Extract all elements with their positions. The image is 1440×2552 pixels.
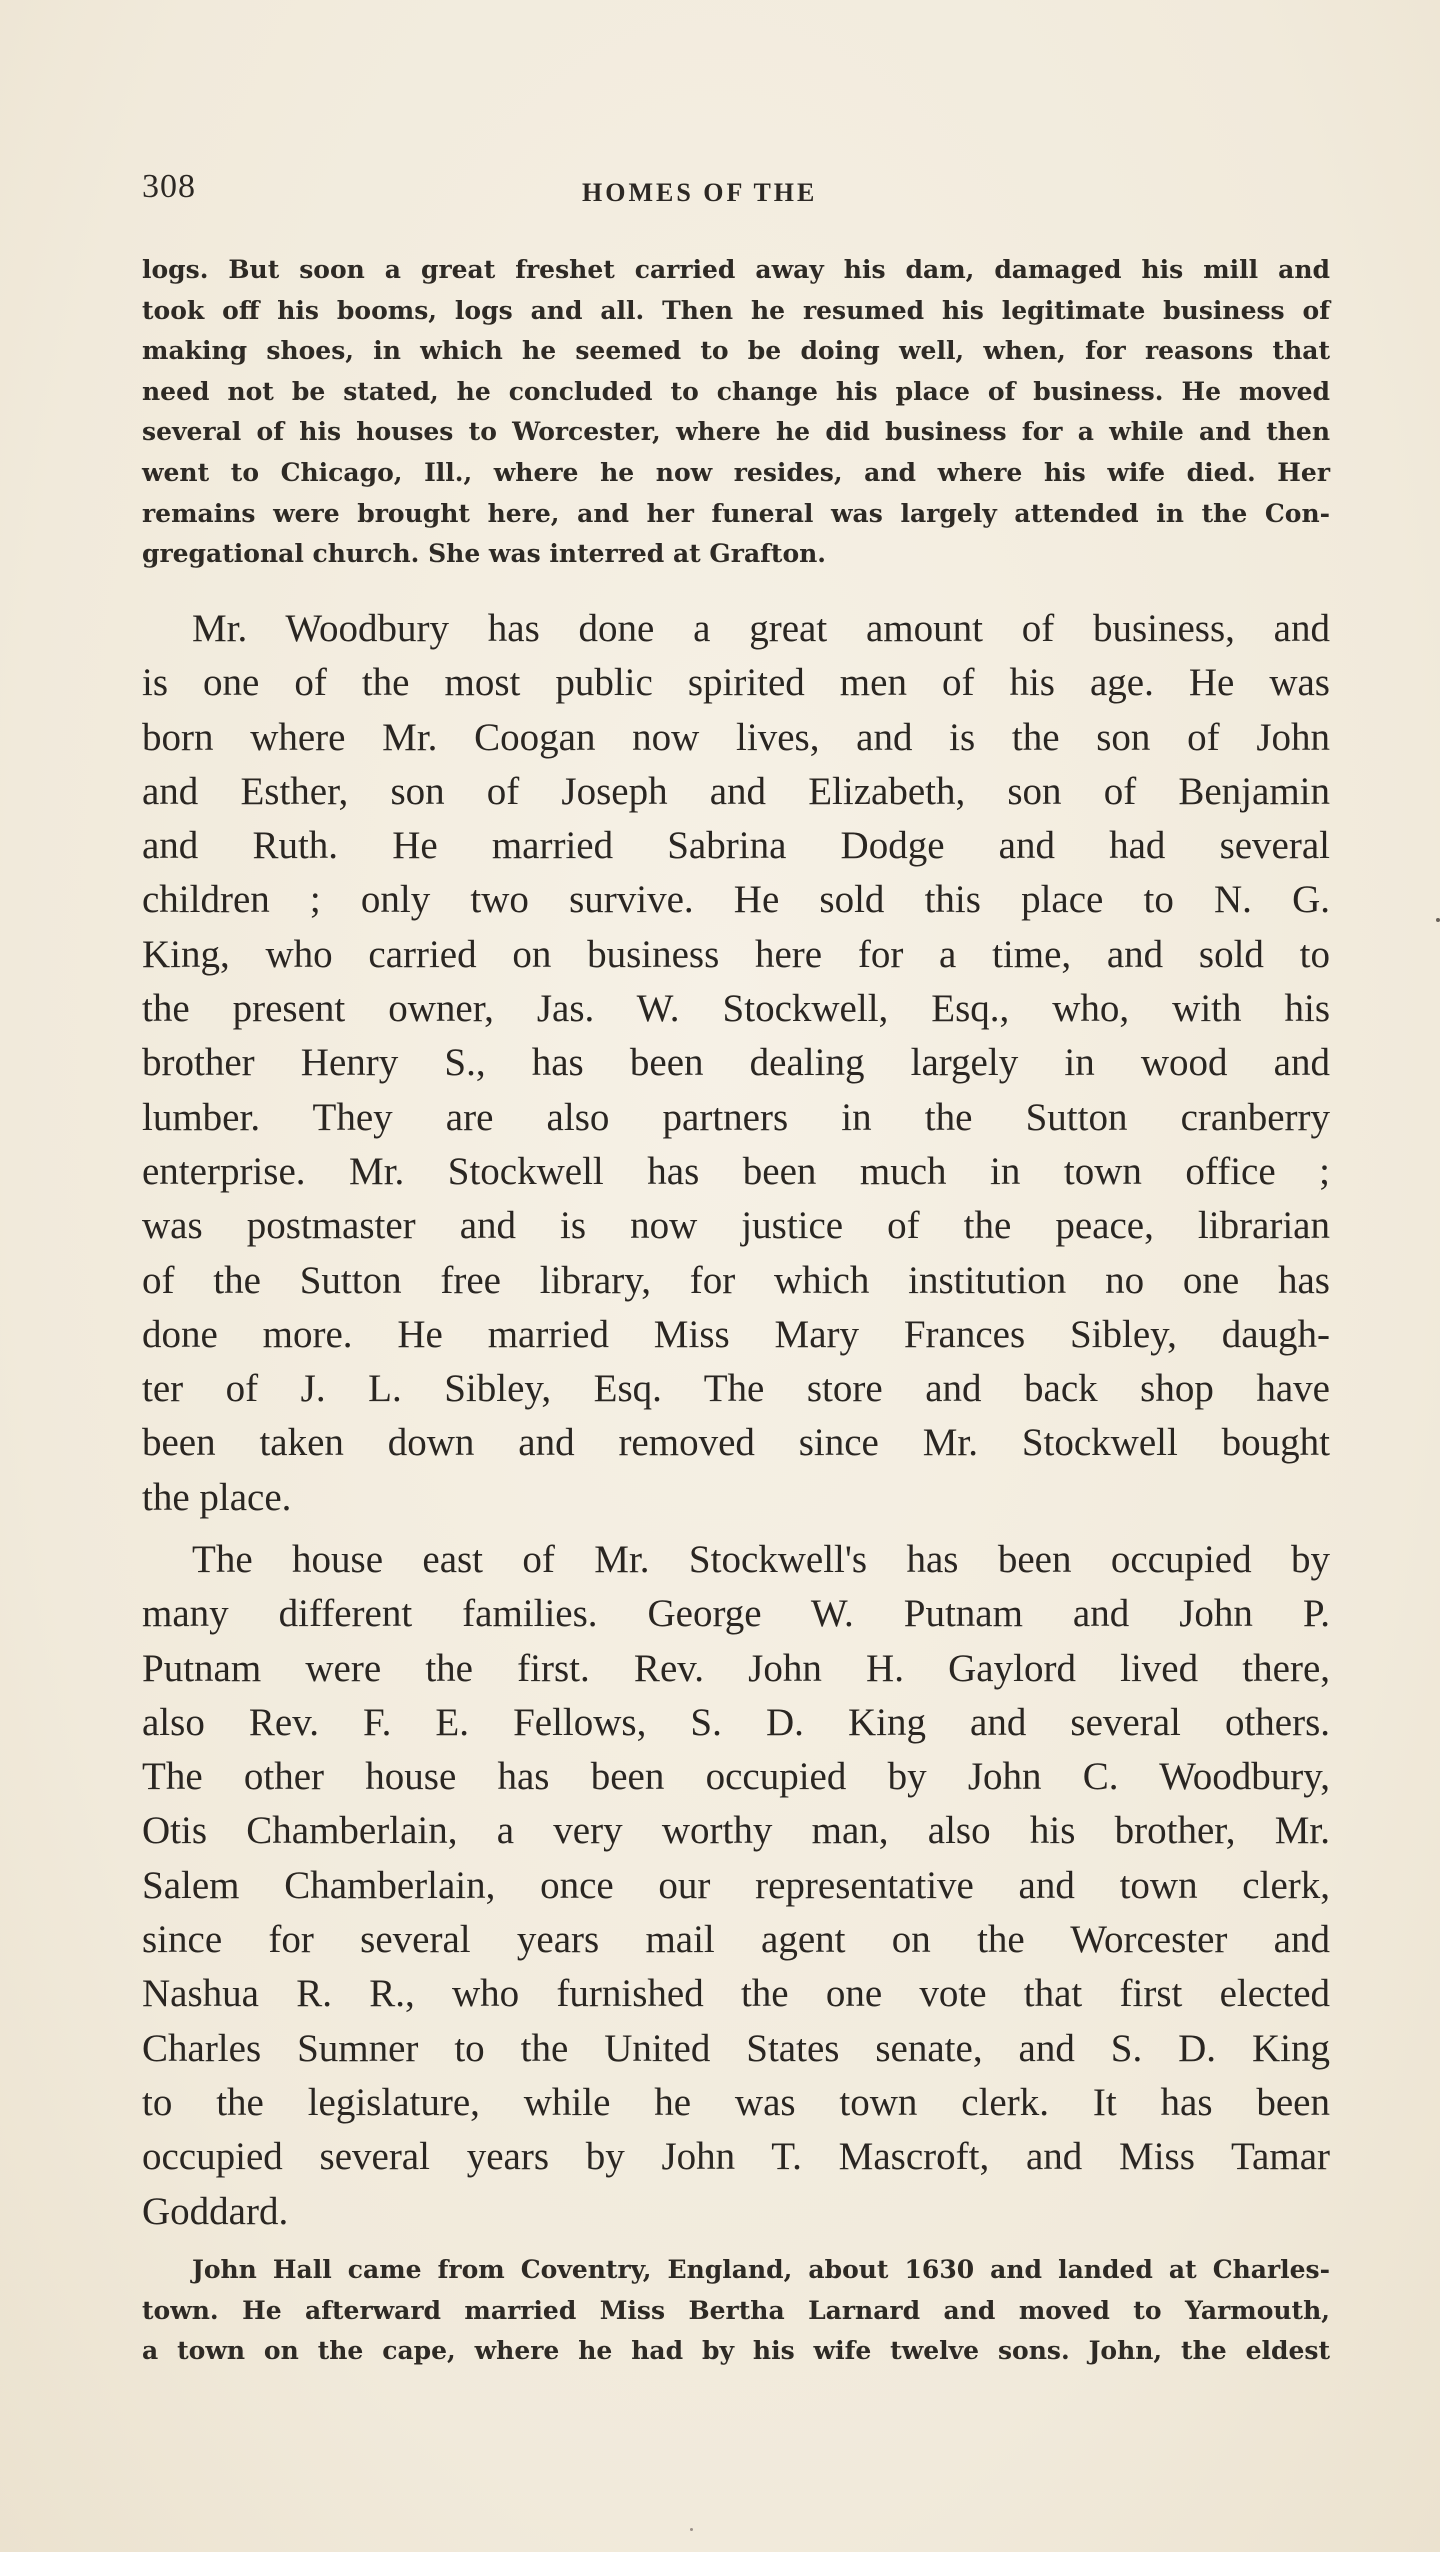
text-line: took off his booms, logs and all. Then he resumed his legitimate business of [142,295,1330,325]
text-line: gregational church. She was interred at Grafton. [142,539,827,569]
text-line: Nashua R. R., who furnished the one vote that first elected [142,1972,1330,2016]
text-line: also Rev. F. E. Fellows, S. D. King and several others. [142,1700,1330,1744]
text-line: occupied several years by John T. Mascroft, and Miss Tamar [142,2135,1330,2179]
page-header [142,168,1332,218]
text-line: The house east of Mr. Stockwell's has been occupied by [192,1538,1330,1581]
page-number: 308 [142,168,196,205]
text-line: lumber. They are also partners in the Sutton cranberry [142,1095,1330,1139]
paragraph-woodbury [142,602,1330,1525]
text-line: born where Mr. Coogan now lives, and is the son of John [142,715,1330,759]
text-line: town. He afterward married Miss Bertha Larnard and moved to Yarmouth, [142,2295,1330,2325]
running-head: HOMES OF THE [582,178,818,207]
text-line: Charles Sumner to the United States senate, and S. D. King [142,2026,1330,2070]
text-line: Putnam were the first. Rev. John H. Gaylord lived there, [142,1646,1330,1690]
text-line: brother Henry S., has been dealing largely in wood and [142,1041,1330,1085]
ink-speck [690,2528,693,2531]
text-line: John Hall came from Coventry, England, about 1630 and landed at Charles- [192,2255,1330,2284]
text-line: to the legislature, while he was town clerk. It has been [142,2080,1330,2124]
text-line: is one of the most public spirited men of his age. He was [142,661,1330,705]
text-line: the place. [142,1475,292,1519]
text-line: and Ruth. He married Sabrina Dodge and had several [142,824,1330,868]
text-line: a town on the cape, where he had by his wife twelve sons. John, the eldest [142,2336,1330,2366]
text-line: many different families. George W. Putnam and John P. [142,1592,1330,1636]
text-line: Otis Chamberlain, a very worthy man, also his brother, Mr. [142,1809,1330,1853]
text-line: was postmaster and is now justice of the peace, librarian [142,1204,1330,1248]
text-line: making shoes, in which he seemed to be doing well, when, for reasons that [142,336,1330,366]
paragraph-john-hall [142,2250,1330,2372]
text-line: ter of J. L. Sibley, Esq. The store and back shop have [142,1367,1330,1411]
text-line: the present owner, Jas. W. Stockwell, Esq., who, with his [142,987,1330,1031]
text-line: Salem Chamberlain, once our representative and town clerk, [142,1863,1330,1907]
text-line: several of his houses to Worcester, where he did business for a while and then [142,417,1330,447]
paragraph-small-1 [142,250,1330,575]
text-line: children ; only two survive. He sold this place to N. G. [142,878,1330,922]
text-line: and Esther, son of Joseph and Elizabeth, son of Benjamin [142,769,1330,813]
ink-speck [1436,918,1440,922]
text-line: done more. He married Miss Mary Frances Sibley, daugh- [142,1312,1330,1356]
text-line: Mr. Woodbury has done a great amount of business, and [192,607,1330,650]
text-line: of the Sutton free library, for which institution no one has [142,1258,1330,1302]
text-line: logs. But soon a great freshet carried away his dam, damaged his mill and [142,255,1330,284]
paragraph-stockwell-house [142,1533,1330,2239]
text-line: need not be stated, he concluded to change his place of business. He moved [142,376,1330,406]
text-line: since for several years mail agent on the Worcester and [142,1918,1330,1962]
text-line: went to Chicago, Ill., where he now resides, and where his wife died. Her [142,457,1330,487]
text-line: remains were brought here, and her funeral was largely attended in the Con- [142,498,1330,528]
text-line: been taken down and removed since Mr. Stockwell bought [142,1421,1330,1465]
text-line: enterprise. Mr. Stockwell has been much in town office ; [142,1149,1330,1193]
text-line: The other house has been occupied by John C. Woodbury, [142,1755,1330,1799]
text-line: Goddard. [142,2189,289,2233]
text-line: King, who carried on business here for a time, and sold to [142,932,1330,976]
